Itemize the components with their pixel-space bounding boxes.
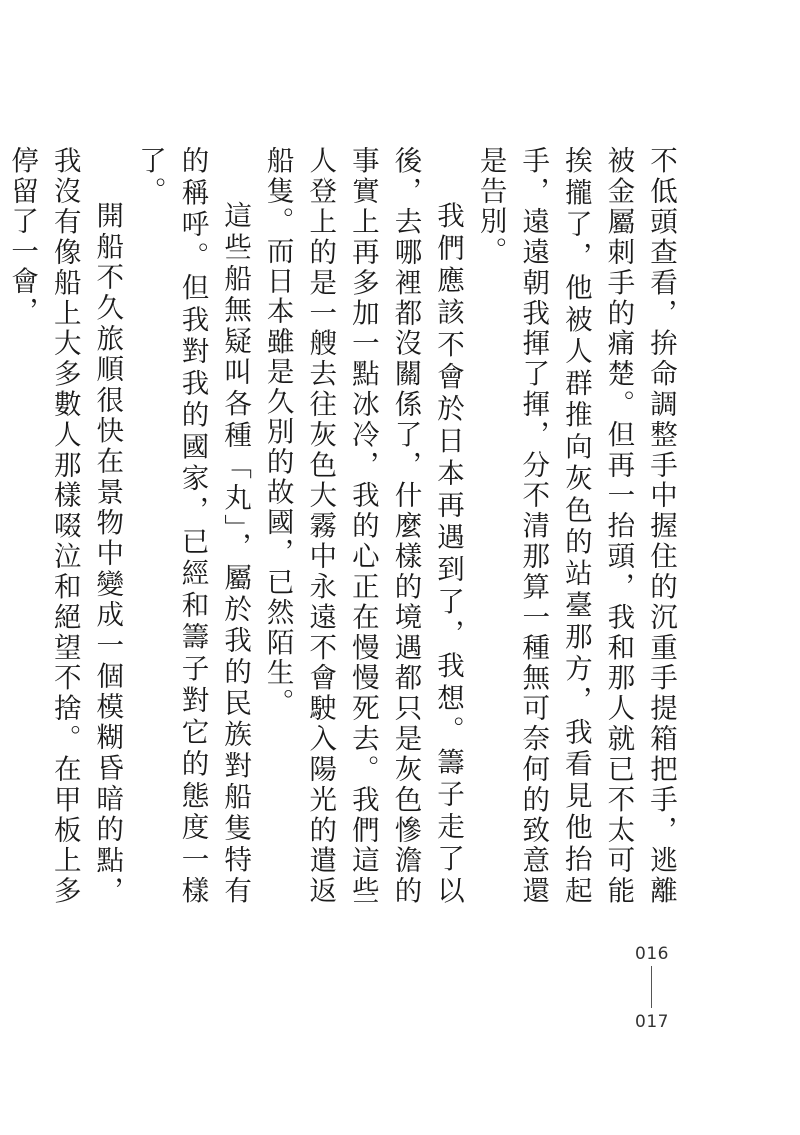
- paragraph-1: 不低頭查看，拚命調整手中握住的沉重手提箱把手，逃離被金屬刺手的痛楚。但再一抬頭，我和那人就已不太可能挨攏了，他被人群推向灰色的站臺那方，我看見他抬起手，遠遠朝我揮了揮，分不清那算一種無可奈何的致意還是告別。: [474, 146, 677, 906]
- paragraph-2: 我們應該不會於日本再遇到了，我想。籌子走了以後，去哪裡都沒關係了，什麼樣的境遇都只是灰色慘澹的事實上再多加一點冰冷，我的心正在慢慢死去。我們這些人登上的是一艘去往灰色大霧中永遠不會駛入陽光的遣返船隻。而日本雖是久別的故國，已然陌生。: [261, 146, 465, 906]
- vertical-text-block: [1, 146, 683, 906]
- paragraph-3: 這些船無疑叫各種「丸」，屬於我的民族對船隻特有的稱呼。但我對我的國家，已經和籌子對它的態度一樣了。: [133, 146, 252, 906]
- page-number-right: 017: [635, 1012, 669, 1032]
- page-number-left: 016: [635, 944, 669, 964]
- paragraph-4: 開船不久旅順很快在景物中變成一個模糊昏暗的點，我沒有像船上大多數人那樣啜泣和絕望不捨。在甲板上多停留了一會，: [6, 146, 124, 906]
- folio-divider: [651, 966, 652, 1008]
